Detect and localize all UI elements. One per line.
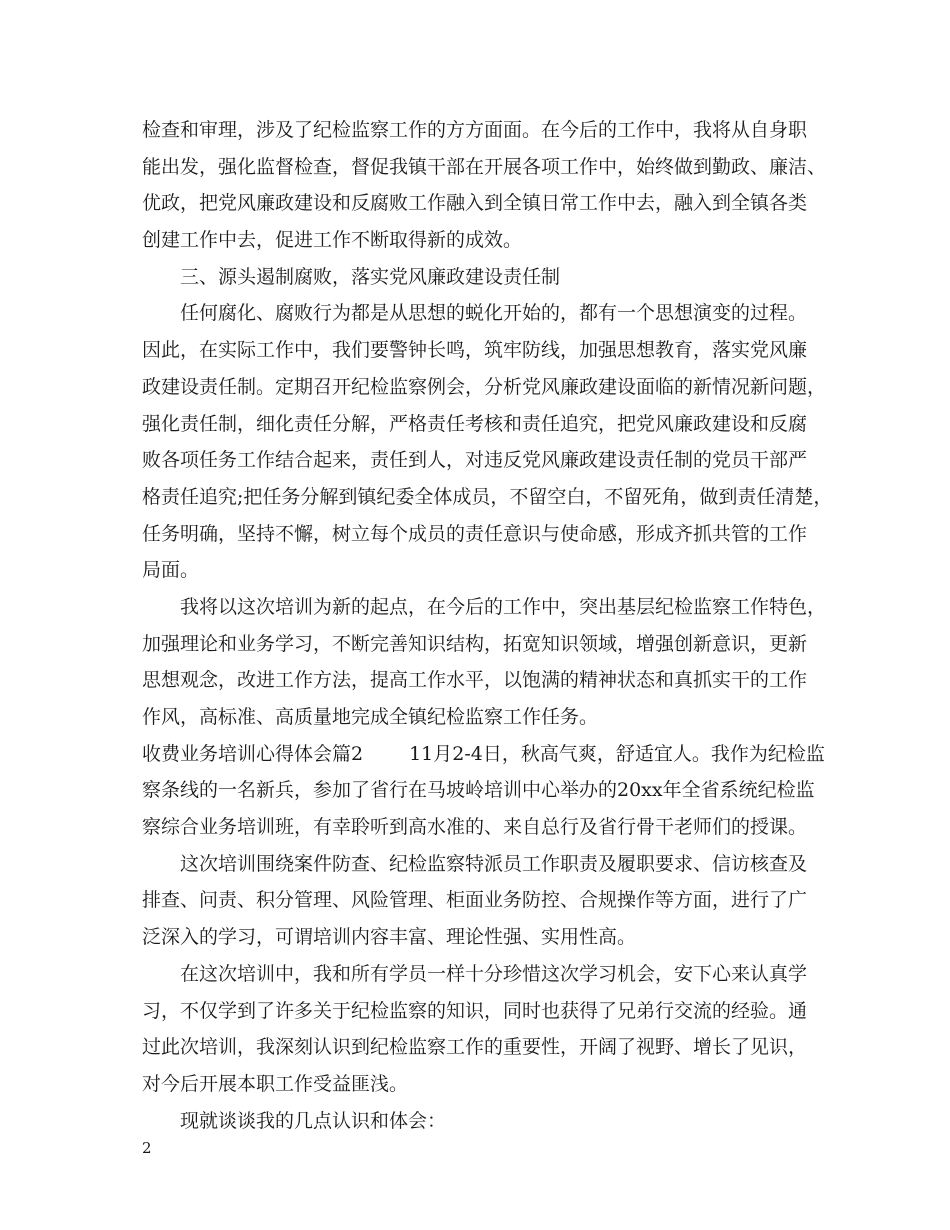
paragraph-line: 能出发，强化监督检查，督促我镇干部在开展各项工作中，始终做到勤政、廉洁、 bbox=[142, 155, 827, 178]
paragraph-line: 局面。 bbox=[142, 559, 200, 582]
paragraph-line: 泛深入的学习，可谓培训内容丰富、理论性强、实用性高。 bbox=[142, 926, 637, 949]
paragraph-line: 加强理论和业务学习，不断完善知识结构，拓宽知识领域，增强创新意识，更新 bbox=[142, 632, 808, 655]
paragraph-line: 作风，高标准、高质量地完成全镇纪检监察工作任务。 bbox=[142, 706, 599, 728]
paragraph-line: 在这次培训中，我和所有学员一样十分珍惜这次学习机会，安下心来认真学 bbox=[180, 962, 808, 985]
section-heading: 收费业务培训心得体会篇2 bbox=[142, 742, 364, 765]
paragraph-line: 格责任追究;把任务分解到镇纪委全体成员，不留空白，不留死角，做到责任清楚， bbox=[142, 485, 833, 508]
paragraph-line: 这次培训围绕案件防查、纪检监察特派员工作职责及履职要求、信访核查及 bbox=[180, 852, 808, 875]
body-text bbox=[142, 112, 833, 1139]
paragraph-line: 因此，在实际工作中，我们要警钟长鸣，筑牢防线，加强思想教育，落实党风廉 bbox=[142, 339, 808, 362]
paragraph-line: 我将以这次培训为新的起点，在今后的工作中，突出基层纪检监察工作特色， bbox=[180, 595, 827, 618]
paragraph-line: 政建设责任制。定期召开纪检监察例会，分析党风廉政建设面临的新情况新问题， bbox=[142, 375, 827, 398]
section-heading-line bbox=[142, 736, 825, 773]
paragraph-line: 察综合业务培训班，有幸聆听到高水准的、来自总行及省行骨干老师们的授课。 bbox=[142, 816, 808, 839]
paragraph-line: 优政，把党风廉政建设和反腐败工作融入到全镇日常工作中去，融入到全镇各类 bbox=[142, 192, 808, 215]
paragraph-line: 习，不仅学到了许多关于纪检监察的知识，同时也获得了兄弟行交流的经验。通 bbox=[142, 999, 808, 1022]
paragraph-line: 察条线的一名新兵，参加了省行在马坡岭培训中心举办的20xx年全省系统纪检监 bbox=[142, 779, 815, 802]
section-first-line: 11月2-4日，秋高气爽，舒适宜人。我作为纪检监 bbox=[409, 742, 825, 765]
page-number: 2 bbox=[142, 1139, 152, 1157]
paragraph-line: 强化责任制，细化责任分解，严格责任考核和责任追究，把党风廉政建设和反腐 bbox=[142, 412, 808, 435]
paragraph-line: 排查、问责、积分管理、风险管理、柜面业务防控、合规操作等方面，进行了广 bbox=[142, 889, 808, 912]
paragraph-line: 任何腐化、腐败行为都是从思想的蜕化开始的，都有一个思想演变的过程。 bbox=[180, 302, 808, 325]
paragraph-line: 思想观念，改进工作方法，提高工作水平，以饱满的精神状态和真抓实干的工作 bbox=[142, 669, 808, 692]
paragraph-line: 创建工作中去，促进工作不断取得新的成效。 bbox=[142, 229, 523, 252]
paragraph-line: 对今后开展本职工作受益匪浅。 bbox=[142, 1072, 409, 1095]
paragraph-line: 现就谈谈我的几点认识和体会： bbox=[180, 1109, 447, 1132]
paragraph-line: 检查和审理，涉及了纪检监察工作的方方面面。在今后的工作中，我将从自身职 bbox=[142, 119, 808, 141]
paragraph-line: 过此次培训，我深刻认识到纪检监察工作的重要性，开阔了视野、增长了见识， bbox=[142, 1036, 808, 1059]
paragraph-line: 任务明确，坚持不懈，树立每个成员的责任意识与使命感，形成齐抓共管的工作 bbox=[142, 522, 808, 545]
section-subheading: 三、源头遏制腐败，落实党风廉政建设责任制 bbox=[180, 265, 561, 288]
paragraph-line: 败各项任务工作结合起来，责任到人，对违反党风廉政建设责任制的党员干部严 bbox=[142, 449, 808, 472]
